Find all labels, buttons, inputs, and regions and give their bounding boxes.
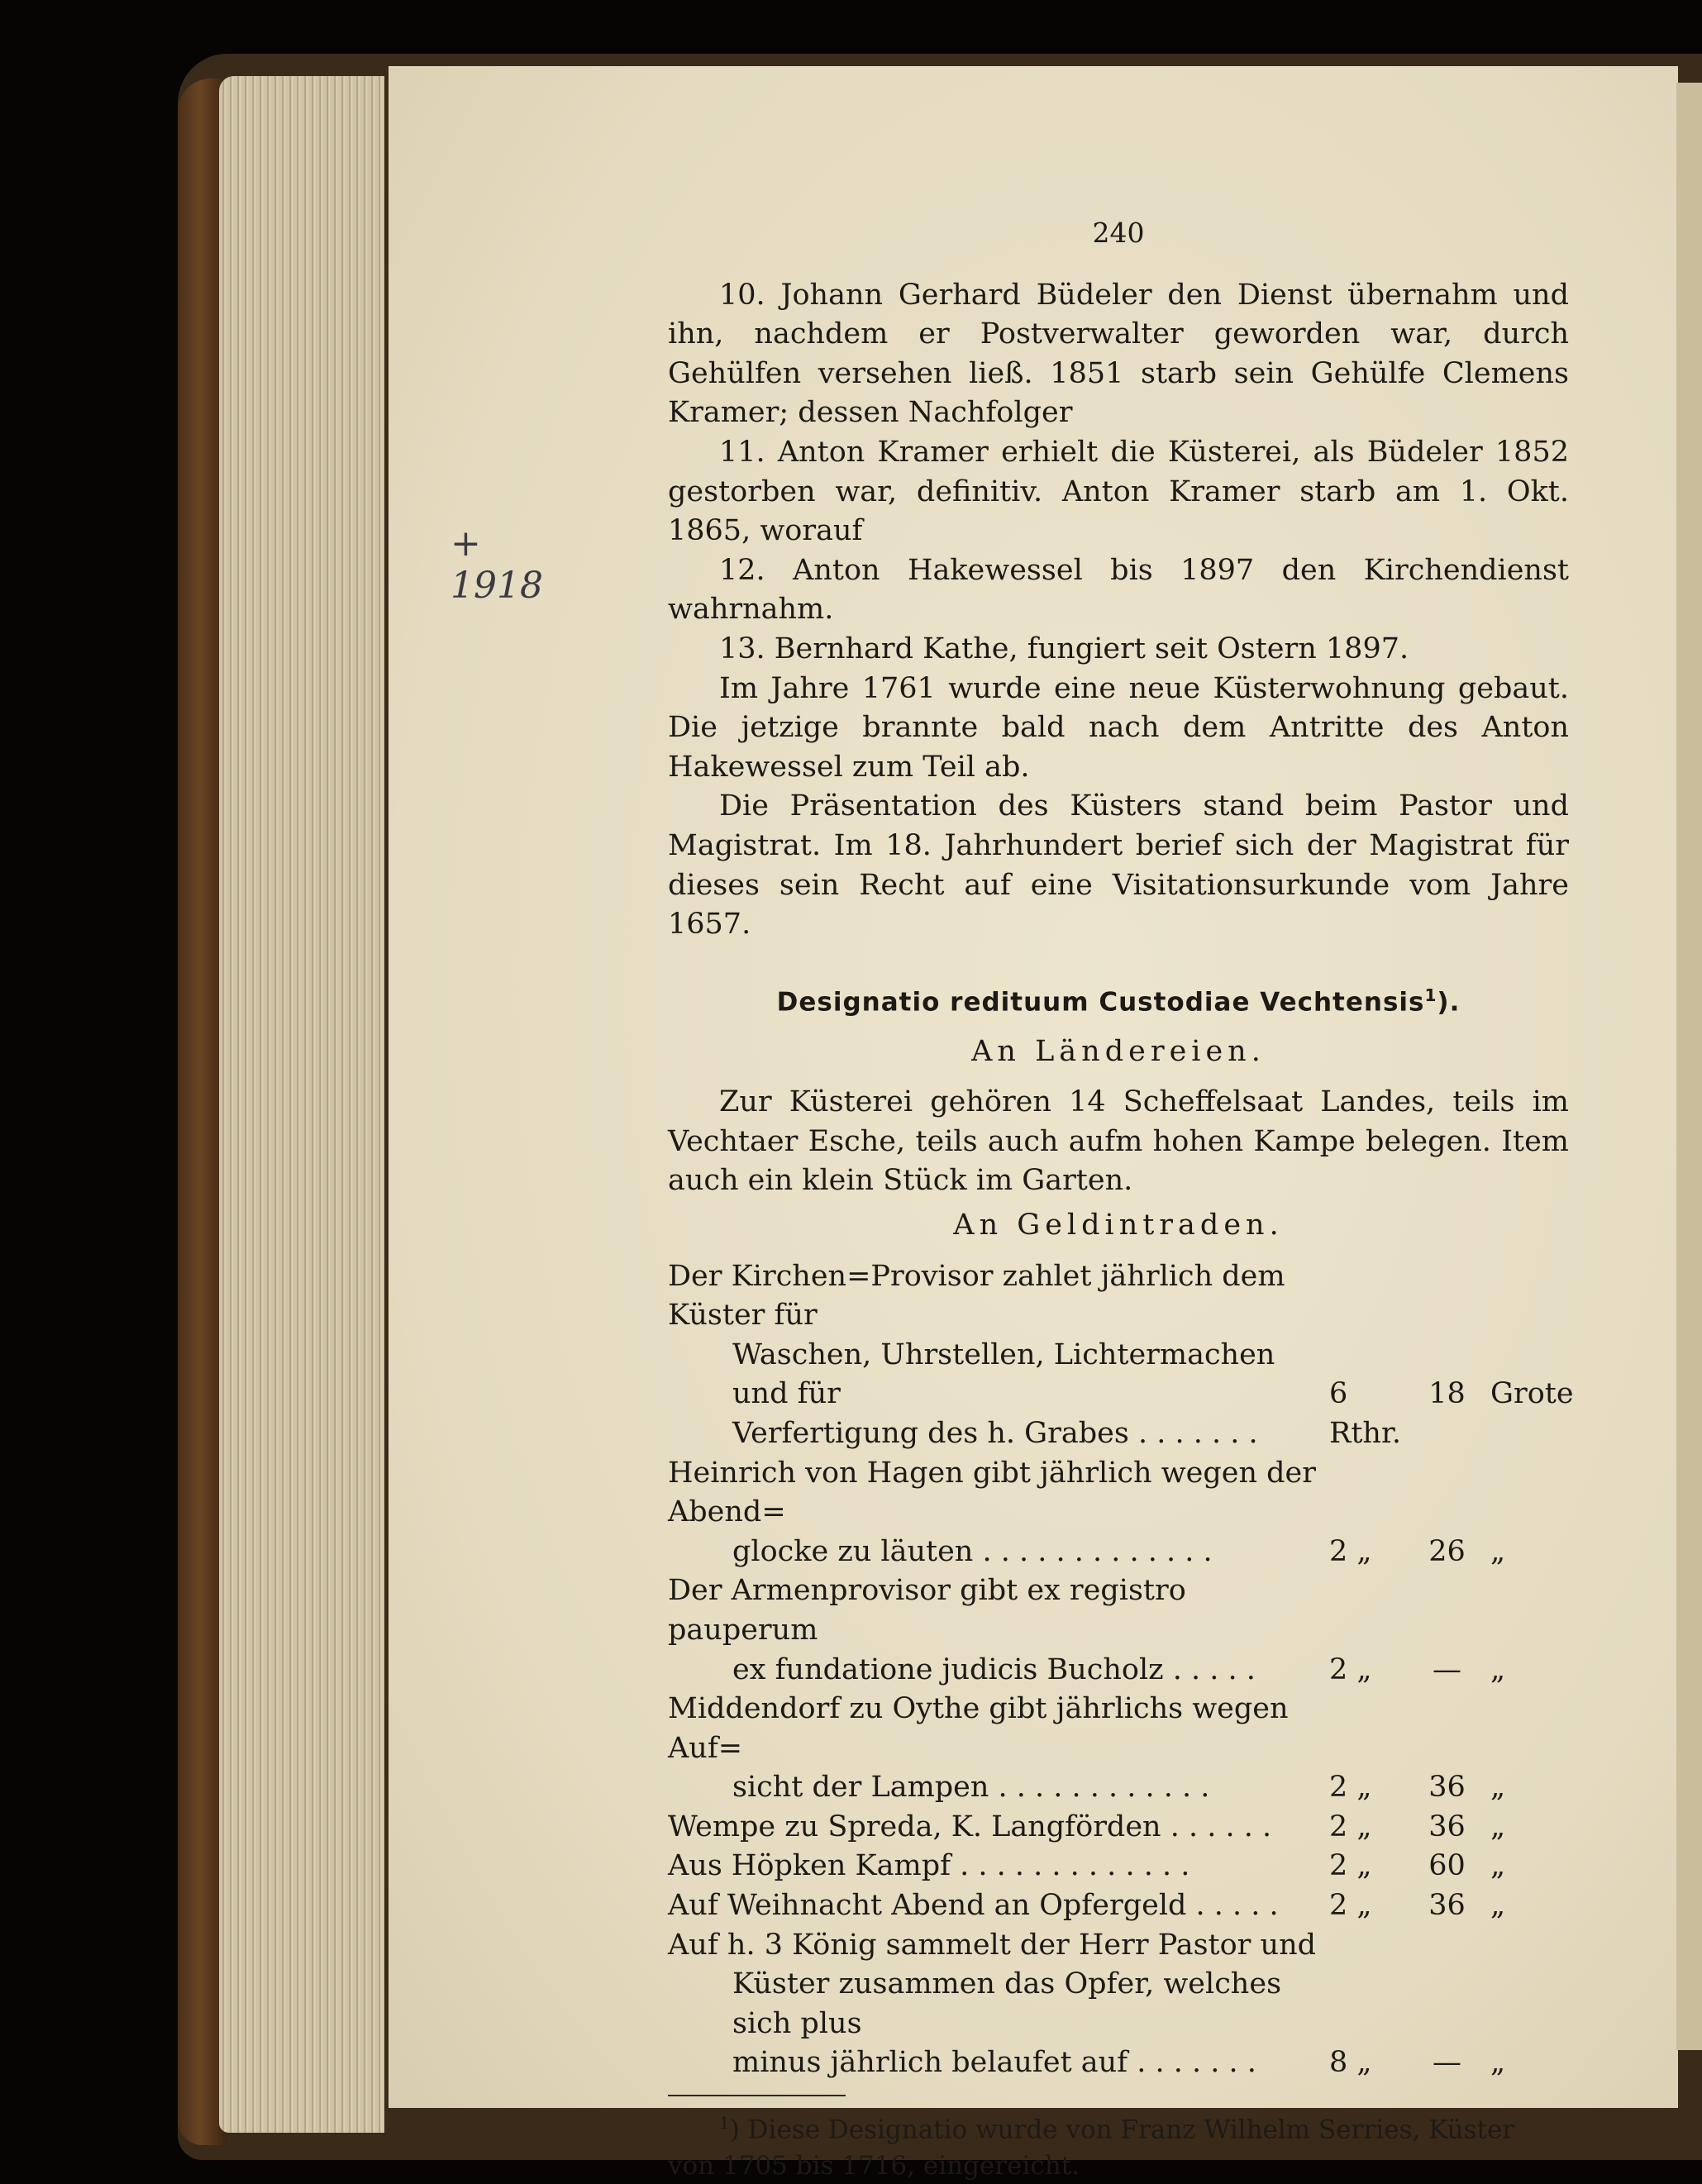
heading-footnote-mark: 1 — [1424, 985, 1437, 1005]
amount-grote: 26 — [1428, 1534, 1466, 1568]
ledger-line: Aus Höpken Kampf . . . . . . . . . . . . . — [668, 1849, 1190, 1883]
ledger-amounts — [1329, 1651, 1569, 1690]
subheading-geldintraden: An Geldintraden. — [953, 1208, 1284, 1242]
amount-rthr: 2 „ — [1329, 1652, 1372, 1686]
paragraph-praesentation: Die Präsentation des Küsters stand beim Pastor und Magistrat. Im 18. Jahrhundert berief sich der Magistrat für dieses sein Recht auf eine Visitationsurkunde vom Jahre 1657. — [668, 789, 1569, 942]
amount-rthr: 2 „ — [1329, 1810, 1372, 1843]
ledger-row — [668, 1257, 1574, 1454]
ledger-line: ex fundatione judicis Bucholz . . . . . — [732, 1652, 1256, 1686]
ledger-line: Küster zusammen das Opfer, welches sich plus — [732, 1967, 1282, 2040]
ledger-description — [668, 1257, 1329, 1454]
ledger-description — [668, 1571, 1329, 1690]
amount-grote: 36 — [1428, 1889, 1466, 1923]
ledger-line: Der Kirchen=Provisor zahlet jährlich dem Küster für — [668, 1259, 1285, 1333]
ledger-row — [668, 1926, 1569, 2083]
ledger-row — [668, 1847, 1569, 1886]
footnote-mark: 1 — [719, 2113, 730, 2134]
amount-unit: „ — [1490, 1534, 1506, 1568]
page-text — [668, 213, 1574, 2184]
amount-unit: „ — [1490, 2046, 1506, 2080]
ledger-line: Middendorf zu Oythe gibt jährlichs wegen Auf= — [668, 1692, 1289, 1765]
footnote — [668, 2105, 1569, 2184]
page-number: 240 — [1092, 217, 1145, 249]
ledger-line: sicht der Lampen . . . . . . . . . . . . — [732, 1771, 1210, 1805]
subheading-laendereien: An Ländereien. — [971, 1034, 1266, 1068]
ledger-line: Verfertigung des h. Grabes . . . . . . . — [732, 1416, 1258, 1450]
paragraph-laendereien: Zur Küsterei gehören 14 Scheffelsaat Landes, teils im Vechtaer Esche, teils auch aufm hohen Kampe belegen. Item auch ein klein Stück im Garten. — [668, 1085, 1569, 1198]
amount-unit: „ — [1490, 1849, 1506, 1883]
ledger-amounts — [1329, 1886, 1569, 1926]
ledger-line: Wempe zu Spreda, K. Langförden . . . . . . — [668, 1810, 1272, 1843]
ledger-description — [668, 1454, 1329, 1572]
ledger-line: Auf h. 3 König sammelt der Herr Pastor und — [668, 1928, 1317, 1962]
amount-grote: 18 — [1428, 1377, 1466, 1411]
ledger-row — [668, 1454, 1569, 1572]
footnote-rule — [668, 2095, 846, 2096]
facing-page-edge — [1676, 83, 1702, 2050]
ledger-line: Der Armenprovisor gibt ex registro pauperum — [668, 1574, 1186, 1647]
ledger-row — [668, 1571, 1569, 1690]
paragraph-hakewessel: 12. Anton Hakewessel bis 1897 den Kirchendienst wahrnahm. — [668, 553, 1569, 627]
ledger-row — [668, 1886, 1569, 1926]
ledger-amounts — [1329, 2043, 1569, 2083]
ledger-description — [668, 1847, 1329, 1886]
ledger-amounts — [1329, 1375, 1574, 1453]
amount-unit: „ — [1490, 1810, 1506, 1843]
amount-rthr: 2 „ — [1329, 1534, 1372, 1568]
paragraph-kathe: 13. Bernhard Kathe, fungiert seit Ostern 1897. — [719, 632, 1409, 665]
amount-grote: 60 — [1428, 1849, 1466, 1883]
amount-unit: „ — [1490, 1889, 1506, 1923]
ledger-amounts — [1329, 1768, 1569, 1808]
ledger-line: glocke zu läuten . . . . . . . . . . . . . — [732, 1534, 1213, 1568]
amount-rthr: 8 „ — [1329, 2046, 1372, 2080]
amount-rthr: 6 Rthr. — [1329, 1377, 1401, 1450]
ledger-row — [668, 1808, 1569, 1848]
ledger-description — [668, 1690, 1329, 1808]
amount-rthr: 2 „ — [1329, 1771, 1372, 1805]
paragraph-kramer: 11. Anton Kramer erhielt die Küsterei, als Büdeler 1852 gestorben war, definitiv. Anton Kramer starb am 1. Okt. 1865, worauf — [668, 435, 1569, 548]
heading-end: ). — [1437, 987, 1461, 1018]
ledger-line: Waschen, Uhrstellen, Lichtermachen und für — [732, 1338, 1275, 1411]
ledger-amounts — [1329, 1808, 1569, 1848]
section-heading — [668, 976, 1569, 1023]
ledger-row — [668, 1690, 1569, 1808]
paragraph-buedeler: 10. Johann Gerhard Büdeler den Dienst übernahm und ihn, nachdem er Postverwalter geworden war, durch Gehülfen versehen ließ. 1851 starb sein Gehülfe Clemens Kramer; dessen Nachfolger — [668, 278, 1569, 430]
amount-unit: „ — [1490, 1771, 1506, 1805]
handwritten-margin-note: + 1918 — [451, 522, 543, 607]
ledger-description — [668, 1926, 1329, 2083]
ledger-description — [668, 1808, 1329, 1848]
amount-rthr: 2 „ — [1329, 1889, 1372, 1923]
ledger-description — [668, 1886, 1329, 1926]
amount-grote: — — [1433, 1652, 1461, 1686]
amount-unit: Grote — [1490, 1377, 1574, 1411]
amount-unit: „ — [1490, 1652, 1506, 1686]
ledger-line: Auf Weihnacht Abend an Opfergeld . . . . . — [668, 1889, 1279, 1923]
amount-grote: 36 — [1428, 1771, 1466, 1805]
page-edges — [219, 76, 384, 2133]
amount-rthr: 2 „ — [1329, 1849, 1372, 1883]
ledger-line: Heinrich von Hagen gibt jährlich wegen der Abend= — [668, 1456, 1316, 1529]
paragraph-kuesterwohnung: Im Jahre 1761 wurde eine neue Küsterwohnung gebaut. Die jetzige brannte bald nach dem Antritte des Anton Hakewessel zum Teil ab. — [668, 671, 1569, 784]
ledger-line: minus jährlich belaufet auf . . . . . . . — [732, 2046, 1256, 2080]
amount-grote: — — [1433, 2046, 1461, 2080]
heading-text: Designatio redituum Custodiae Vechtensis — [776, 987, 1425, 1018]
amount-grote: 36 — [1428, 1810, 1466, 1843]
ledger-amounts — [1329, 1533, 1569, 1572]
ledger-amounts — [1329, 1847, 1569, 1886]
footnote-text: ) Diese Designatio wurde von Franz Wilhelm Serries, Küster von 1705 bis 1716, eingereicht. — [668, 2115, 1515, 2182]
ledger-table — [668, 1257, 1574, 2083]
